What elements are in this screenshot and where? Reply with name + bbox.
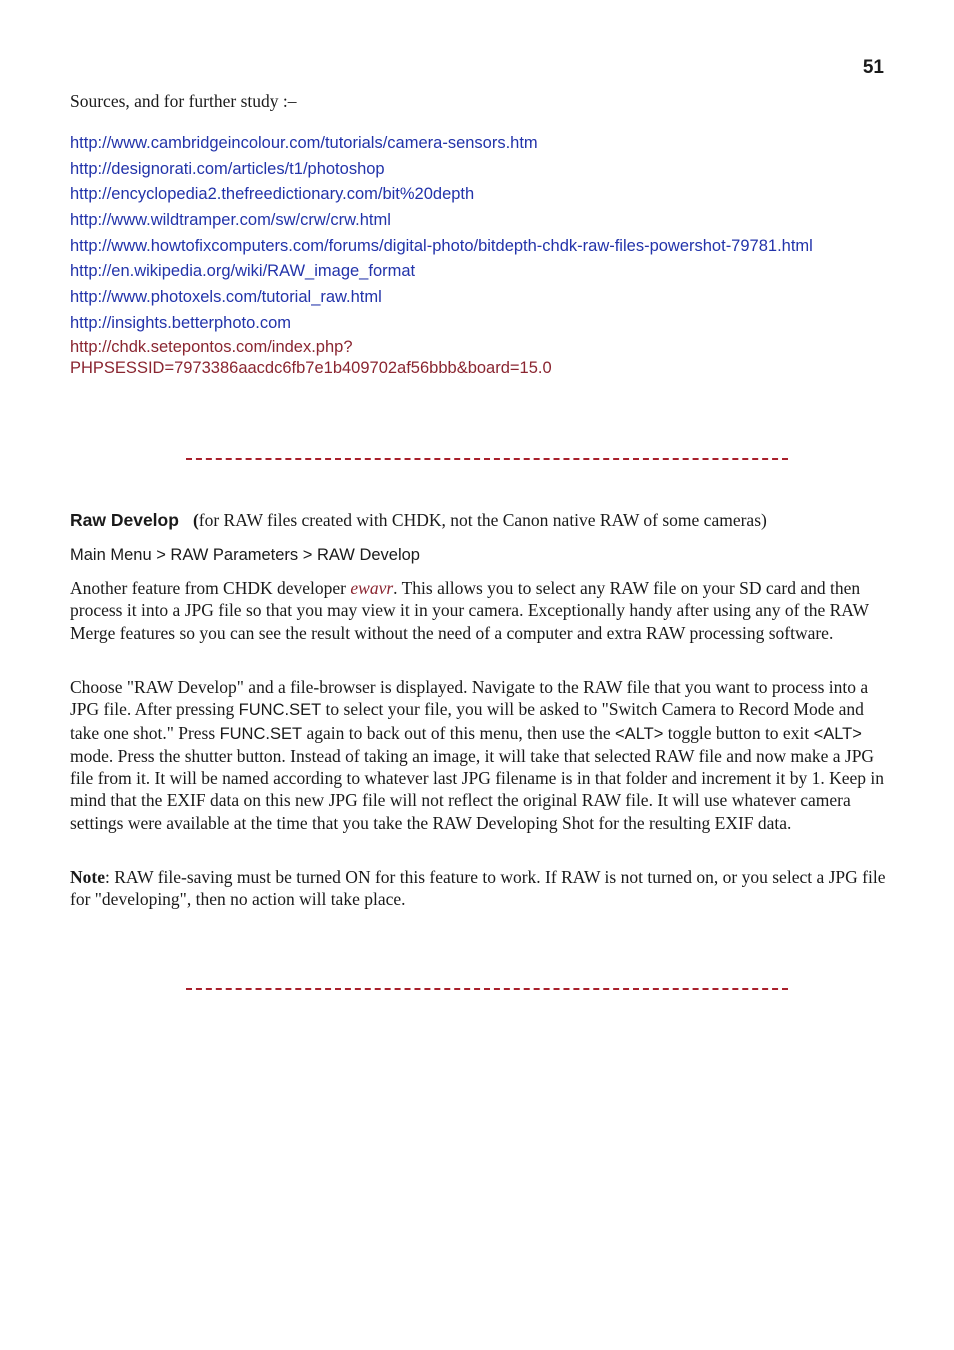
source-link-chdk-forum-line2: PHPSESSID=7973386aacdc6fb7e1b409702af56bbb&board=15.0 [70,358,552,377]
developer-name: ewavr [350,578,394,598]
sources-link-list [70,133,890,379]
section-subtitle: for RAW files created with CHDK, not the Canon native RAW of some cameras) [198,510,767,530]
source-link-wildtramper[interactable]: http://www.wildtramper.com/sw/crw/crw.html [70,211,391,230]
section-subtitle-paren: ( [192,510,199,530]
note-label: Note [70,867,105,887]
menu-path: Main Menu > RAW Parameters > RAW Develop [70,546,420,564]
funcset-key-1: FUNC.SET [238,701,322,720]
source-link-cambridgeincolour[interactable]: http://www.cambridgeincolour.com/tutorials/camera-sensors.htm [70,134,538,152]
source-link-designorati[interactable]: http://designorati.com/articles/t1/photoshop [70,159,385,178]
section-heading [70,510,767,531]
source-link-chdk-forum[interactable] [70,337,890,379]
paragraph-note [70,866,888,911]
intro-text-after: . This allows you to select any RAW file on your SD card and then process it into a JPG file so that you may view it in your camera. Exceptionally handy after using any of the RAW Merge features so you can see the result without the need of a computer and extra RAW processing software. [70,578,869,643]
instructions-text-b: to select your file, you will be asked to "Switch Camera to Record Mode and take one shot." Press [70,699,864,743]
alt-key-2: <ALT> [813,724,862,743]
page-number: 51 [862,57,884,78]
instructions-text-e: mode. Press the shutter button. Instead of taking an image, it will take that selected RAW file and now make a JPG file from it. It will be named according to whatever last JPG filename is in that folder and increment it by 1. Keep in mind that the EXIF data on this new JPG file will not reflect the original RAW file. It will use whatever camera settings were available at the time that you take the RAW Developing Shot for the resulting EXIF data. [70,745,884,833]
source-link-wikipedia[interactable]: http://en.wikipedia.org/wiki/RAW_image_format [70,262,416,281]
paragraph-instructions [70,676,888,834]
source-link-photoxels[interactable]: http://www.photoxels.com/tutorial_raw.html [70,288,382,307]
intro-text-before: Another feature from CHDK developer [70,578,351,598]
source-link-betterphoto[interactable]: http://insights.betterphoto.com [70,313,292,332]
section-divider-bottom [186,988,788,990]
section-title: Raw Develop [70,510,179,530]
sources-heading: Sources, and for further study :– [70,91,297,111]
source-link-chdk-forum-line1: http://chdk.setepontos.com/index.php? [70,337,353,356]
instructions-text-d: toggle button to exit [663,722,814,743]
paragraph-intro [70,577,888,644]
source-link-freedictionary[interactable]: http://encyclopedia2.thefreedictionary.com/bit%20depth [70,185,475,204]
note-text: : RAW file-saving must be turned ON for this feature to work. If RAW is not turned on, or you select a JPG file for "developing", then no action will take place. [70,867,886,910]
source-link-howtofixcomputers[interactable]: http://www.howtofixcomputers.com/forums/digital-photo/bitdepth-chdk-raw-files-powershot-79781.html [70,236,813,255]
section-divider-top [186,458,788,460]
alt-key-1: <ALT> [615,724,664,743]
instructions-text-c: again to back out of this menu, then use the [302,722,616,743]
funcset-key-2: FUNC.SET [219,724,303,743]
instructions-text-a: Choose "RAW Develop" and a file-browser is displayed. Navigate to the RAW file that you want to process into a JPG file. After pressing [70,677,869,720]
